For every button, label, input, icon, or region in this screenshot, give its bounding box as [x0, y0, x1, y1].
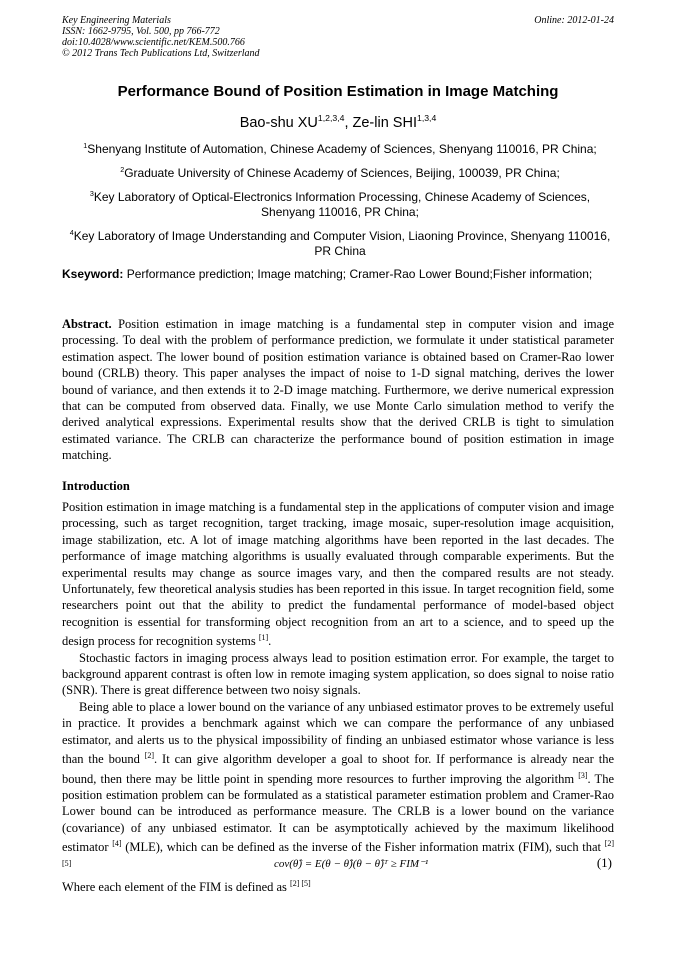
abstract-text: Position estimation in image matching is a fundamental step in computer vision and image processing. To deal with the problem of performance prediction, we formulate it under statistical parameter estimation aspect. The lower bound of position estimation variance is obtained based on Cramer-Rao lower bound (CRLB) theory. This paper analyses the impact of noise to 1-D signal matching, derives the lower bound of variance, and then extends it to 2-D image matching. Furthermore, we derive numerical expression that can be computed from observed data. Finally, we use Monte Carlo simulation method to verify the derived analytical expressions. Experimental results show that the derived CRLB is tight to simulation estimated variance. The CRLB can characterize the performance bound of position estimation in image matching. — [62, 317, 614, 463]
journal-doi: doi:10.4028/www.scientific.net/KEM.500.766 — [62, 37, 245, 48]
author-affiliation-marks: 1,3,4 — [416, 113, 437, 123]
affiliation-text: Key Laboratory of Optical-Electronics Information Processing, Chinese Academy of Sciences, Shenyang 110016, PR China; — [93, 190, 591, 219]
affiliation — [66, 186, 614, 220]
section-body — [62, 499, 614, 875]
paragraph-text: Position estimation in image matching is a fundamental step in the applications of computer vision and image processing, such as target recognition, target tracking, image mosaic, super-resolution image acquisition, image stabilization, etc. A lot of image matching algorithms have been reported in the last decades. The performance of image matching algorithms is usually evaluated through comparable experiments. But the experimental results may change as source images vary, and then the compared results are not steady. Unfortunately, few theoretical analysis studies has been reported in this issue. In target recognition field, some researchers point out that the ability to predict the fundamental performance of model-based object recognition is essential for transforming object recognition from an art to a science, and to speed up the design process for recognition systems — [62, 500, 614, 649]
citation-link[interactable]: [3] — [578, 770, 588, 780]
journal-copyright: © 2012 Trans Tech Publications Ltd, Switzerland — [62, 48, 260, 59]
citation-link[interactable]: [2] — [144, 751, 155, 761]
author-affiliation-marks: 1,2,3,4 — [317, 113, 345, 123]
paragraph-text: (MLE), which can be defined as the inverse of the Fisher information matrix (FIM), such that — [121, 840, 605, 855]
affiliation-text: Shenyang Institute of Automation, Chinese Academy of Sciences, Shenyang 110016, PR China; — [87, 142, 597, 156]
paragraph — [62, 499, 614, 650]
paragraph — [62, 879, 311, 895]
citation-link[interactable]: [4] — [112, 839, 122, 849]
journal-name: Key Engineering Materials — [62, 15, 171, 26]
equation — [62, 855, 614, 875]
paragraph-text: Being able to place a lower bound on the variance of any unbiased estimator proves to be extremely useful in practice. It provides a benchmark against which we can compare the performance of any unbiased estimator, and alerts us to the physical impossibility of finding an unbiased estimator whose variance is less than the bound — [62, 699, 614, 767]
journal-issn: ISSN: 1662-9795, Vol. 500, pp 766-772 — [62, 26, 220, 37]
paragraph — [62, 699, 614, 875]
affiliation-number: 3 — [89, 189, 94, 198]
paragraph-text: Where each element of the FIM is defined as — [62, 880, 291, 894]
keywords — [62, 267, 614, 281]
citation-link[interactable]: [1] — [258, 633, 269, 643]
keywords-text: Performance prediction; Image matching; Cramer-Rao Lower Bound;Fisher information; — [123, 267, 593, 281]
paragraph-text: . — [268, 634, 272, 649]
citation-link[interactable]: [2] [5] — [62, 839, 615, 868]
author-name: Bao-shu XU — [239, 114, 318, 131]
abstract — [62, 316, 614, 464]
paragraph — [62, 650, 614, 699]
abstract-label: Abstract. — [62, 317, 112, 331]
equation-expression: cov(θ̂) = E(θ − θ̂)(θ − θ̂)ᵀ ≥ FIM⁻¹ — [274, 858, 429, 870]
section-heading: Introduction — [62, 479, 130, 493]
affiliation — [66, 138, 614, 157]
equation-number: (1) — [596, 855, 612, 870]
affiliations — [66, 138, 614, 264]
author-name: Ze-lin SHI — [352, 114, 417, 131]
affiliation-number: 1 — [83, 141, 88, 150]
paper-title: Performance Bound of Position Estimation in Image Matching — [117, 83, 559, 100]
paragraph-text: . The position estimation problem can be formulated as a statistical parameter estimation problem and Cramer-Rao Lower bound can be introduced as performance measure. The CRLB is a lower bound on the variance (covariance) of any unbiased estimator. It can be asymptotically achieved by the maximum likelihood estimator — [62, 771, 614, 855]
keywords-label: Kseyword: — [62, 267, 124, 281]
affiliation-text: Key Laboratory of Image Understanding and Computer Vision, Liaoning Province, Shenyang 110016, PR China — [73, 229, 611, 258]
paragraph-text: Stochastic factors in imaging process always lead to position estimation error. For example, the target to background apparent contrast is often low in remote imaging system application, so does signal to noise ratio (SNR). There is great difference between two noisy signals. — [62, 650, 614, 698]
paragraph-text: . It can give algorithm developer a goal to shoot for. If performance is already near the bound, then there may be little point in spending more resources to further improving the algorithm — [62, 752, 614, 786]
journal-header — [62, 15, 614, 59]
affiliation-number: 4 — [69, 228, 74, 237]
affiliation-number: 2 — [120, 165, 125, 174]
author-line — [62, 113, 614, 131]
affiliation — [66, 225, 614, 259]
citation-link[interactable]: [2] [5] — [290, 879, 311, 888]
online-date: Online: 2012-01-24 — [534, 15, 614, 26]
affiliation — [66, 162, 614, 181]
affiliation-text: Graduate University of Chinese Academy of Sciences, Beijing, 100039, PR China; — [124, 166, 560, 180]
author-separator: , — [344, 114, 353, 131]
